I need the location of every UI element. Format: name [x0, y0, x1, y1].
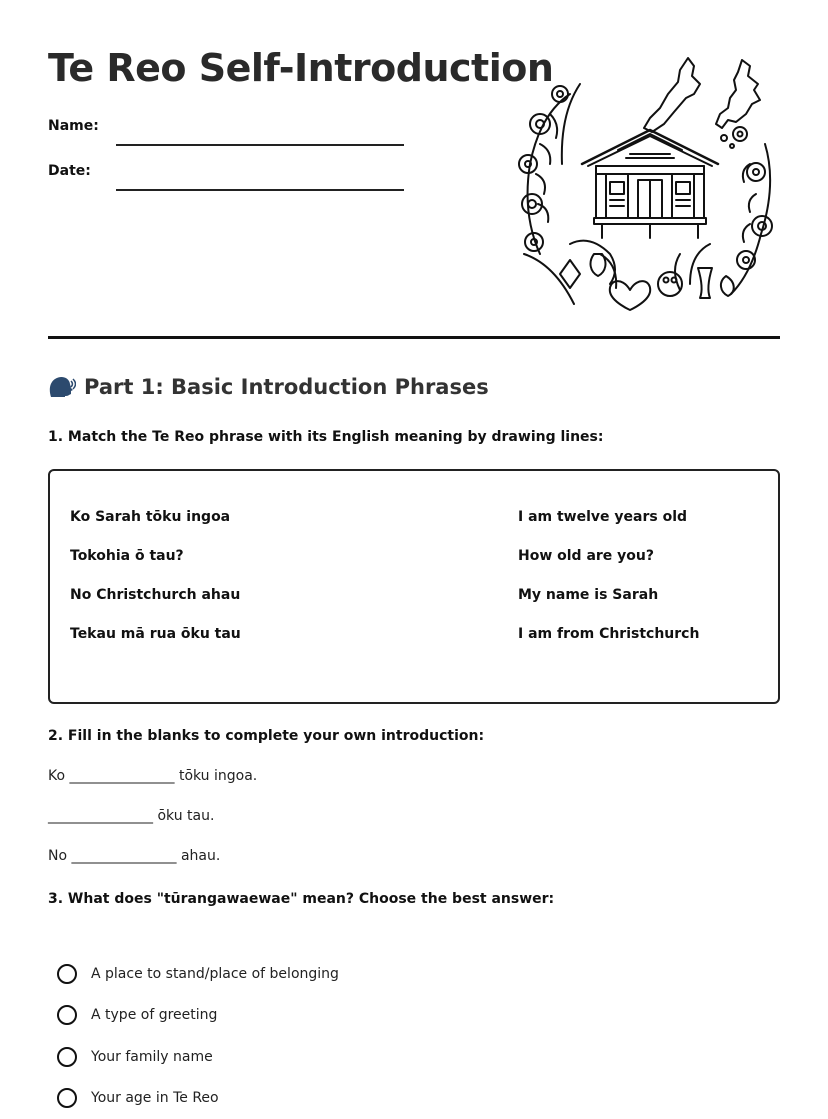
- question-3-prompt: 3. What does "tūrangawaewae" mean? Choose the best answer:: [48, 891, 554, 907]
- question-1-prompt: 1. Match the Te Reo phrase with its English meaning by drawing lines:: [48, 429, 603, 445]
- name-write-line[interactable]: [116, 144, 404, 146]
- fill-blank-age[interactable]: _______________ ōku tau.: [48, 808, 214, 824]
- option-label: Your family name: [91, 1049, 213, 1065]
- speaking-head-icon: [48, 375, 76, 399]
- page-title: Te Reo Self-Introduction: [48, 46, 553, 90]
- radio-circle-icon[interactable]: [57, 1005, 77, 1025]
- te-reo-phrase[interactable]: Tekau mā rua ōku tau: [70, 626, 241, 665]
- radio-circle-icon[interactable]: [57, 964, 77, 984]
- english-meaning[interactable]: How old are you?: [518, 548, 699, 587]
- name-field-row: [48, 118, 404, 134]
- fill-blank-hometown[interactable]: No _______________ ahau.: [48, 848, 220, 864]
- te-reo-phrase[interactable]: No Christchurch ahau: [70, 587, 241, 626]
- option-label: Your age in Te Reo: [91, 1090, 219, 1106]
- english-meanings-column: [518, 509, 699, 665]
- date-write-line[interactable]: [116, 189, 404, 191]
- option-label: A place to stand/place of belonging: [91, 966, 339, 982]
- radio-circle-icon[interactable]: [57, 1047, 77, 1067]
- english-meaning[interactable]: I am twelve years old: [518, 509, 699, 548]
- answer-option[interactable]: [57, 953, 339, 995]
- radio-circle-icon[interactable]: [57, 1088, 77, 1108]
- question-2-prompt: 2. Fill in the blanks to complete your own introduction:: [48, 728, 484, 744]
- english-meaning[interactable]: My name is Sarah: [518, 587, 699, 626]
- english-meaning[interactable]: I am from Christchurch: [518, 626, 699, 665]
- part1-title: Part 1: Basic Introduction Phrases: [84, 375, 489, 399]
- date-label: Date:: [48, 163, 116, 179]
- te-reo-phrase[interactable]: Tokohia ō tau?: [70, 548, 241, 587]
- te-reo-phrase[interactable]: Ko Sarah tōku ingoa: [70, 509, 241, 548]
- date-field-row: [48, 163, 404, 179]
- answer-options: [57, 953, 339, 1119]
- answer-option[interactable]: [57, 1036, 339, 1078]
- te-reo-phrases-column: [70, 509, 241, 665]
- new-zealand-marae-illustration: [510, 54, 780, 312]
- matching-box: [48, 469, 780, 704]
- fill-blank-name[interactable]: Ko _______________ tōku ingoa.: [48, 768, 257, 784]
- option-label: A type of greeting: [91, 1007, 217, 1023]
- answer-option[interactable]: [57, 995, 339, 1037]
- name-label: Name:: [48, 118, 116, 134]
- answer-option[interactable]: [57, 1078, 339, 1119]
- part1-heading: [48, 375, 489, 399]
- header-divider: [48, 336, 780, 339]
